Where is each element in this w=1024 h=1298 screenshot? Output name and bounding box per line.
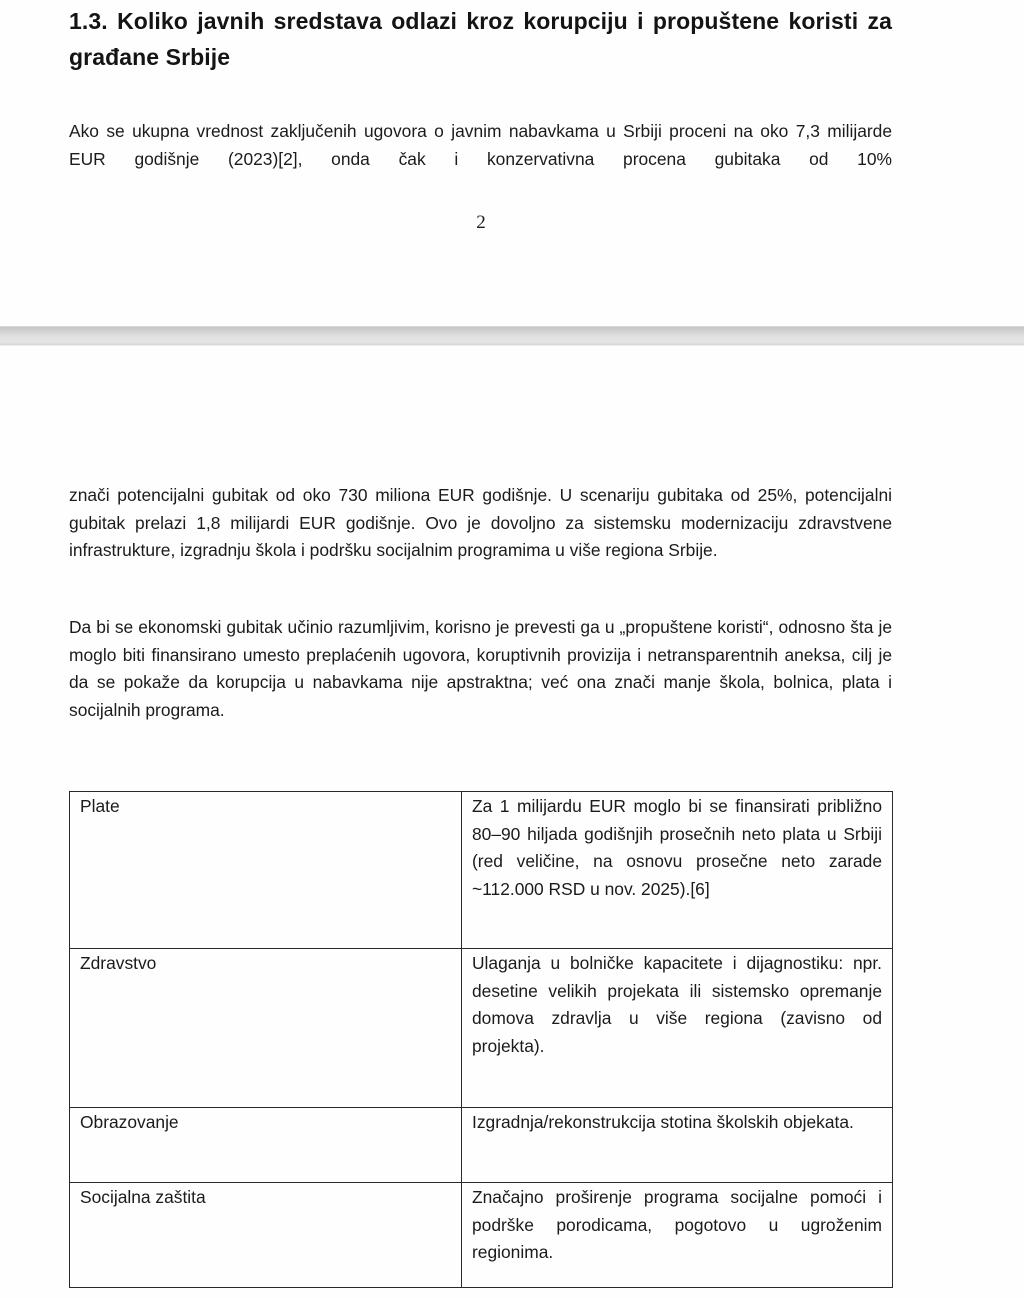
section-heading: 1.3. Koliko javnih sredstava odlazi kroz korupciju i propuštene koristi za građane Srbije [69, 8, 892, 70]
table-row [70, 1108, 893, 1183]
table-cell-description: Izgradnja/rekonstrukcija stotina školskih objekata. [462, 1108, 893, 1183]
table-row [70, 792, 893, 949]
table-cell-description: Za 1 milijardu EUR moglo bi se finansirati približno 80–90 hiljada godišnjih prosečnih neto plata u Srbiji (red veličine, na osnovu prosečne neto zarade ~112.000 RSD u nov. 2025).[6] [462, 792, 893, 949]
table-cell-category: Zdravstvo [70, 949, 462, 1108]
page-number: 2 [476, 212, 486, 233]
table-cell-category: Obrazovanje [70, 1108, 462, 1183]
table-cell-category: Plate [70, 792, 462, 949]
document-page-2 [0, 0, 1024, 326]
page-separator [0, 326, 1024, 346]
paragraph-procurement-value: Ako se ukupna vrednost zaključenih ugovora o javnim nabavkama u Srbiji proceni na oko 7,3 milijarde EUR godišnje (2023)[2], onda čak i konzervativna procena gubitaka od 10% [69, 121, 892, 169]
table-row [70, 949, 893, 1108]
table-cell-description: Značajno proširenje programa socijalne pomoći i podrške porodicama, pogotovo u ugroženim regionima. [462, 1183, 893, 1288]
table-cell-description: Ulaganja u bolničke kapacitete i dijagnostiku: npr. desetine velikih projekata ili sistemsko opremanje domova zdravlja u više regiona (zavisno od projekta). [462, 949, 893, 1108]
table-cell-category: Socijalna zaštita [70, 1183, 462, 1288]
missed-benefits-table [69, 791, 893, 1288]
paragraph-missed-benefits: Da bi se ekonomski gubitak učinio razumljivim, korisno je prevesti ga u „propuštene koristi“, odnosno šta je moglo biti finansirano umesto preplaćenih ugovora, koruptivnih provizija i netransparentnih aneksa, cilj je da se pokaže da korupcija u nabavkama nije apstraktna; već ona znači manje škola, bolnica, plata i socijalnih programa. [69, 617, 892, 720]
table-row [70, 1183, 893, 1288]
paragraph-loss-estimate: znači potencijalni gubitak od oko 730 miliona EUR godišnje. U scenariju gubitaka od 25%, potencijalni gubitak prelazi 1,8 milijardi EUR godišnje. Ovo je dovoljno za sistemsku modernizaciju zdravstvene infrastrukture, izgradnju škola i podršku socijalnim programima u više regiona Srbije. [69, 485, 892, 560]
